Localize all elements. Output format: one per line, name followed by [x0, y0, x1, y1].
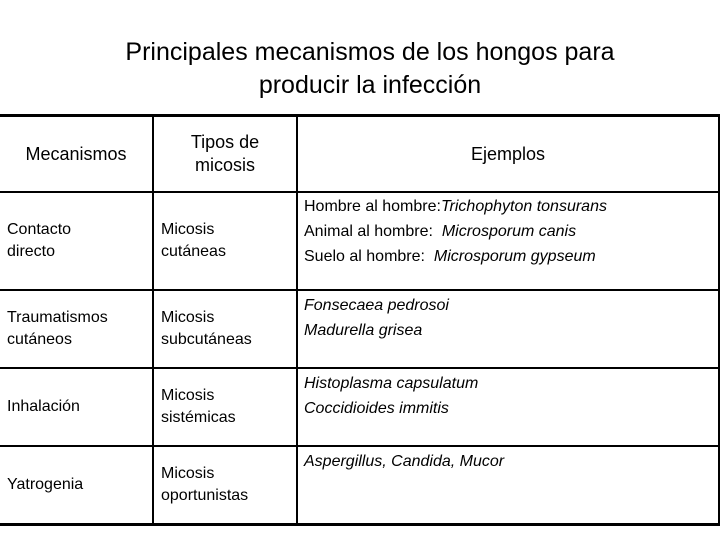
- cell-text: Micosis: [161, 387, 215, 404]
- example-species: Histoplasma capsulatum: [304, 375, 479, 392]
- row-3-examples: [304, 373, 716, 443]
- example-species: Trichophyton tonsurans: [440, 198, 607, 215]
- example-line: [304, 246, 716, 268]
- cell-text: Inhalación: [7, 398, 80, 415]
- example-line: [304, 196, 716, 218]
- example-line: [304, 373, 716, 395]
- example-species: Microsporum gypseum: [433, 248, 596, 265]
- cell-text: sistémicas: [161, 409, 236, 426]
- example-route: Suelo al hombre:: [304, 248, 434, 265]
- cell-text: cutáneas: [161, 243, 226, 260]
- slide-title-line-2: producir la infección: [258, 71, 482, 99]
- cell-text: Micosis: [161, 309, 215, 326]
- row-1-examples: [304, 196, 716, 286]
- header-mechanism-label: Mecanismos: [25, 143, 127, 164]
- example-line: [304, 398, 716, 420]
- cell-text: Micosis: [161, 465, 215, 482]
- mechanisms-table: [0, 114, 720, 526]
- cell-text: Contacto: [7, 221, 72, 238]
- example-species: Aspergillus, Candida, Mucor: [304, 453, 505, 470]
- row-4-type: [161, 447, 294, 523]
- header-examples: [298, 117, 718, 191]
- cell-text: cutáneos: [7, 331, 72, 348]
- example-line: [304, 320, 716, 342]
- row-3-mechanism: [7, 369, 150, 445]
- header-examples-label: Ejemplos: [470, 143, 546, 164]
- row-2-type: [161, 291, 294, 367]
- example-line: [304, 295, 716, 317]
- example-species: Fonsecaea pedrosoi: [304, 297, 449, 314]
- header-types: [154, 117, 296, 191]
- example-species: Coccidioides immitis: [304, 400, 449, 417]
- row-2-mechanism: [7, 291, 150, 367]
- slide-title-line-1: Principales mecanismos de los hongos para: [125, 38, 615, 66]
- table-bottom-border: [0, 523, 720, 526]
- row-2-examples: [304, 295, 716, 365]
- cell-text: Traumatismos: [7, 309, 108, 326]
- row-4-examples: [304, 451, 716, 521]
- row-4-mechanism: [7, 447, 150, 523]
- header-types-line-1: Tipos de: [190, 132, 260, 152]
- example-route: Animal al hombre:: [304, 223, 442, 240]
- example-line: [304, 451, 716, 473]
- example-species: Microsporum canis: [441, 223, 577, 240]
- example-route: Hombre al hombre:: [304, 198, 441, 215]
- cell-text: directo: [7, 243, 56, 260]
- row-1-mechanism: [7, 193, 150, 289]
- cell-text: subcutáneas: [161, 331, 252, 348]
- example-line: [304, 221, 716, 243]
- row-1-type: [161, 193, 294, 289]
- row-3-type: [161, 369, 294, 445]
- header-mechanism: [0, 117, 152, 191]
- cell-text: Yatrogenia: [7, 476, 84, 493]
- header-types-line-2: micosis: [194, 155, 255, 175]
- example-species: Madurella grisea: [304, 322, 423, 339]
- cell-text: oportunistas: [161, 487, 249, 504]
- slide-title: [0, 36, 720, 102]
- cell-text: Micosis: [161, 221, 215, 238]
